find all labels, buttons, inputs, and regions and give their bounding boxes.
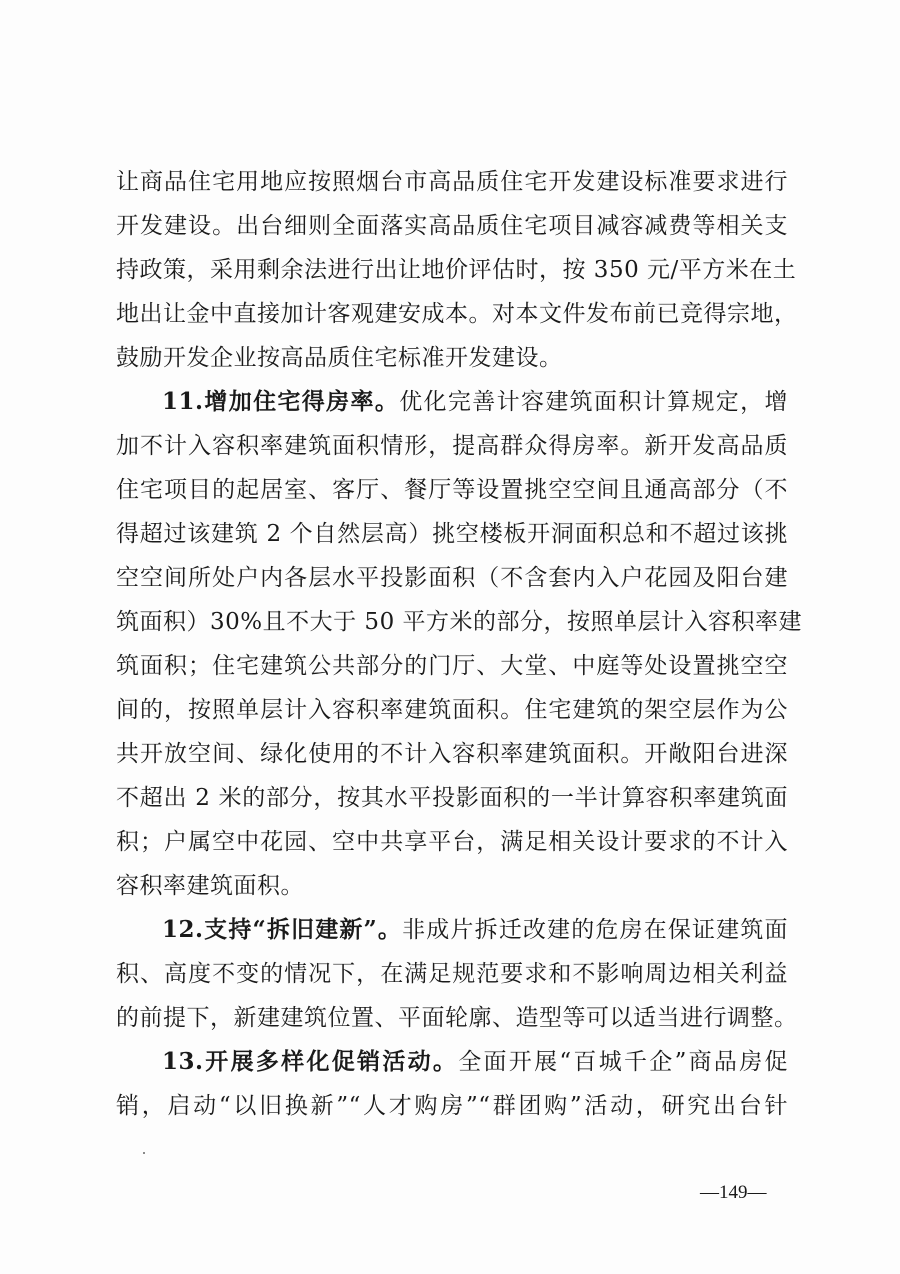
text-line: 筑面积）30%且不大于 50 平方米的部分，按照单层计入容积率建 <box>116 609 803 635</box>
section-12-first-line-text: 非成片拆迁改建的危房在保证建筑面 <box>402 917 789 943</box>
section-13-first-line-text: 全面开展“百城千企”商品房促 <box>458 1049 788 1075</box>
text-line: 积、高度不变的情况下，在满足规范要求和不影响周边相关利益 <box>116 961 788 987</box>
text-line: 地出让金中直接加计客观建安成本。对本文件发布前已竞得宗地， <box>116 301 798 327</box>
text-line: 积；户属空中花园、空中共享平台，满足相关设计要求的不计入 <box>116 829 788 855</box>
text-line: 加不计入容积率建筑面积情形，提高群众得房率。新开发高品质 <box>116 433 788 459</box>
text-line: 空空间所处户内各层水平投影面积（不含套内入户花园及阳台建 <box>116 565 788 591</box>
section-12-first-line <box>162 910 788 950</box>
text-line: 让商品住宅用地应按照烟台市高品质住宅开发建设标准要求进行 <box>116 169 788 195</box>
text-line: 开发建设。出台细则全面落实高品质住宅项目减容减费等相关支 <box>116 213 788 239</box>
text-line: 住宅项目的起居室、客厅、餐厅等设置挑空空间且通高部分（不 <box>116 477 788 503</box>
text-line: 销，启动“以旧换新”“人才购房”“群团购”活动，研究出台针 <box>116 1093 788 1119</box>
text-line: 不超出 2 米的部分，按其水平投影面积的一半计算容积率建筑面 <box>116 785 788 811</box>
scan-speck <box>143 1152 145 1154</box>
text-line: 得超过该建筑 2 个自然层高）挑空楼板开洞面积总和不超过该挑 <box>116 521 788 547</box>
text-line: 持政策，采用剩余法进行出让地价评估时，按 350 元/平方米在土 <box>116 257 797 283</box>
section-13-first-line <box>162 1042 788 1082</box>
text-line: 容积率建筑面积。 <box>116 873 304 899</box>
text-line: 共开放空间、绿化使用的不计入容积率建筑面积。开敞阳台进深 <box>116 741 788 767</box>
section-11-heading: 11.增加住宅得房率。 <box>162 388 400 415</box>
page-number: —149— <box>700 1182 767 1203</box>
section-11-first-line-text: 优化完善计容建筑面积计算规定，增 <box>399 389 789 415</box>
text-line: 筑面积；住宅建筑公共部分的门厅、大堂、中庭等处设置挑空空 <box>116 653 788 679</box>
text-line: 鼓励开发企业按高品质住宅标准开发建设。 <box>116 345 563 371</box>
section-12-heading: 12.支持“拆旧建新”。 <box>162 916 403 943</box>
section-13-heading: 13.开展多样化促销活动。 <box>162 1048 459 1075</box>
text-line: 的前提下，新建建筑位置、平面轮廓、造型等可以适当进行调整。 <box>116 1005 798 1031</box>
text-line: 间的，按照单层计入容积率建筑面积。住宅建筑的架空层作为公 <box>116 697 788 723</box>
section-11-first-line <box>162 382 788 422</box>
